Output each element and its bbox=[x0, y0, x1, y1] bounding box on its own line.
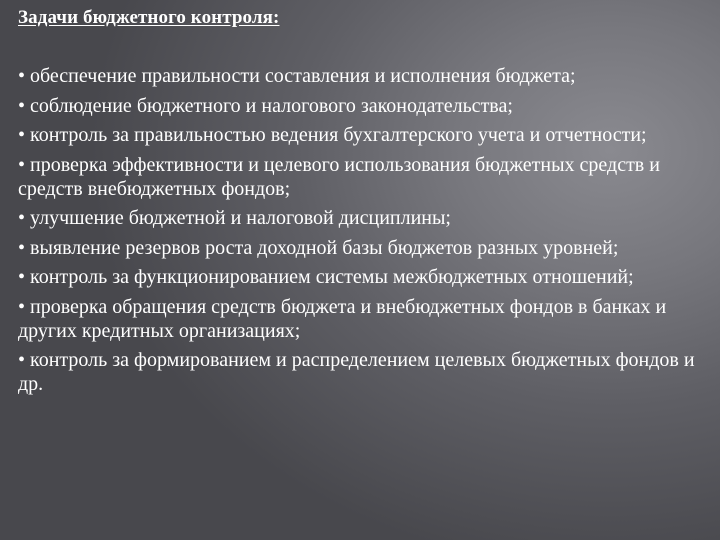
bullet-item-4 bbox=[18, 153, 708, 201]
bullet-item-5 bbox=[18, 206, 708, 230]
slide-title: Задачи бюджетного контроля: bbox=[18, 7, 280, 28]
bullet-mark: • bbox=[18, 266, 26, 288]
bullet-mark: • bbox=[18, 295, 26, 318]
bullet-text: соблюдение бюджетного и налогового законодательства; bbox=[30, 94, 513, 117]
bullet-text: проверка обращения средств бюджета и внебюджетных фондов в банках и других кредитных организациях; bbox=[18, 295, 667, 342]
bullet-mark: • bbox=[18, 349, 26, 371]
bullet-item-3 bbox=[18, 123, 708, 147]
bullet-list bbox=[18, 64, 708, 402]
bullet-text: обеспечение правильности составления и исполнения бюджета; bbox=[30, 65, 576, 87]
bullet-item-8 bbox=[18, 295, 708, 343]
bullet-mark: • bbox=[18, 207, 26, 229]
bullet-mark: • bbox=[18, 94, 26, 117]
bullet-mark: • bbox=[18, 124, 26, 146]
bullet-item-2 bbox=[18, 94, 708, 118]
bullet-text: контроль за функционированием системы межбюджетных отношений; bbox=[30, 266, 634, 288]
bullet-mark: • bbox=[18, 65, 26, 87]
bullet-mark: • bbox=[18, 153, 26, 176]
bullet-item-1 bbox=[18, 64, 708, 88]
bullet-item-9 bbox=[18, 348, 708, 396]
bullet-item-6 bbox=[18, 236, 708, 260]
bullet-mark: • bbox=[18, 236, 26, 259]
bullet-text: выявление резервов роста доходной базы бюджетов разных уровней; bbox=[30, 236, 619, 259]
bullet-item-7 bbox=[18, 265, 708, 289]
bullet-text: улучшение бюджетной и налоговой дисциплины; bbox=[30, 207, 451, 229]
bullet-text: проверка эффективности и целевого использования бюджетных средств и средств внебюджетных фондов; bbox=[18, 153, 660, 200]
bullet-text: контроль за формированием и распределением целевых бюджетных фондов и др. bbox=[18, 349, 695, 395]
bullet-text: контроль за правильностью ведения бухгалтерского учета и отчетности; bbox=[30, 124, 647, 146]
